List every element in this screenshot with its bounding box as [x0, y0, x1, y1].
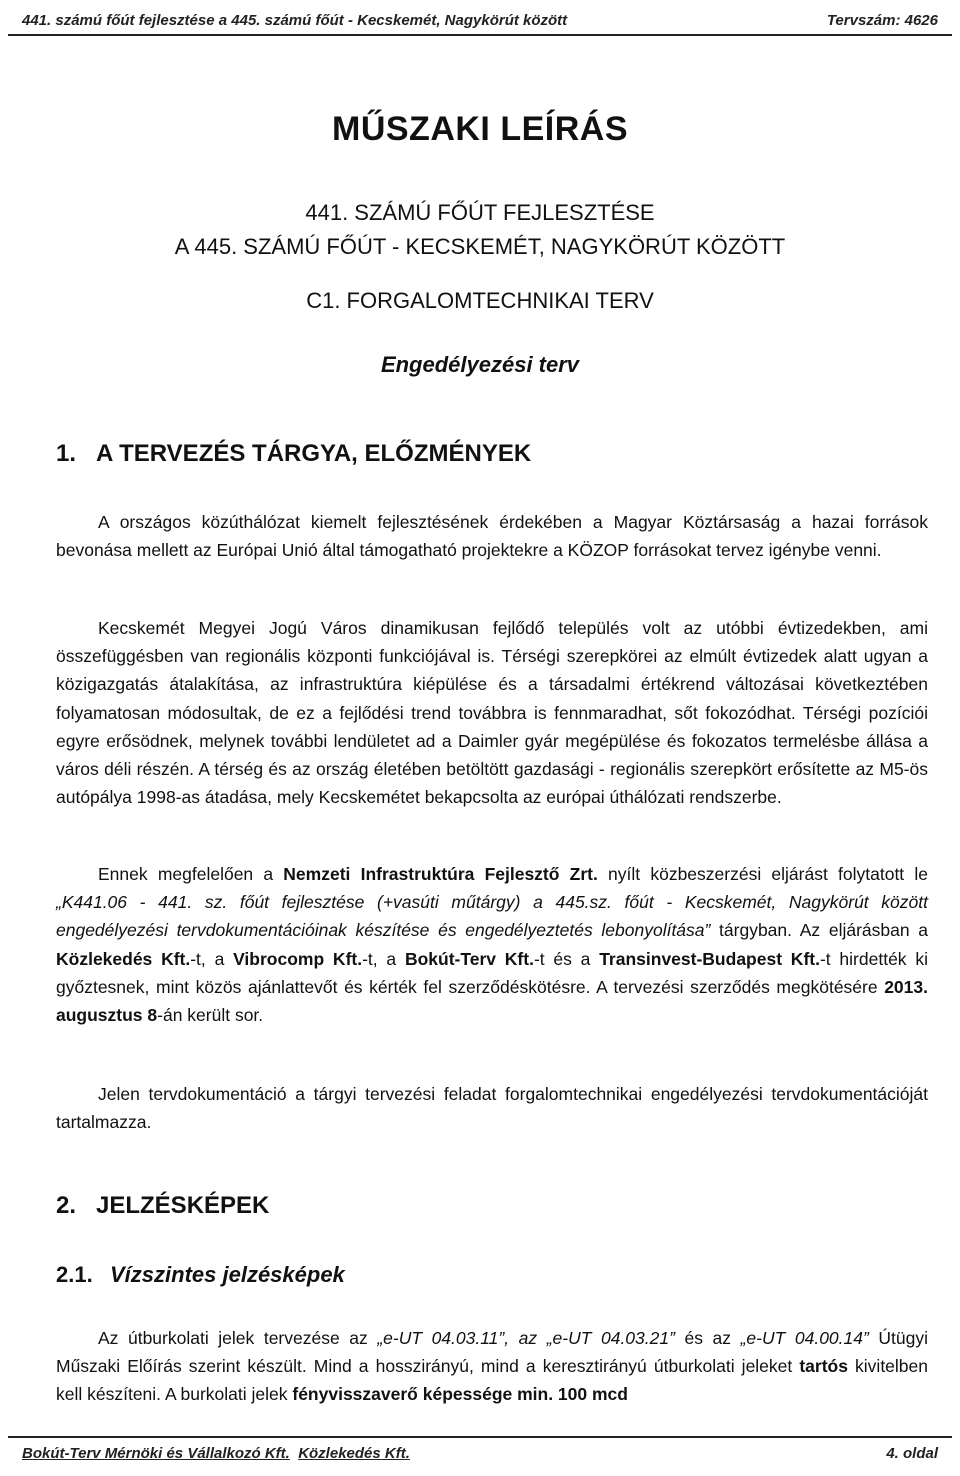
header-plan-number: Tervszám: 4626 [826, 11, 938, 29]
text-run: Útügyi Műszaki Előírás szerint készült. Mind a hosszirányú, mind a keresztirányú útburkolati jeleket [56, 1328, 928, 1377]
emphasis-text: tartós [799, 1356, 848, 1377]
section1-paragraph2 [56, 614, 928, 811]
section1-paragraph1 [56, 508, 928, 564]
organization-name: Vibrocomp Kft. [233, 948, 363, 969]
paragraph-text: Kecskemét Megyei Jogú Város dinamikusan fejlődő település volt az utóbbi évtizedekben, ami összefüggésben van regionális központi funkciójával is. Térségi szerepkörei az elmúlt évtizedek alatt ugyan a közigazgatás átalakítása, az infrastruktúra kiépülése és a társadalmi értékrend változásai következtében folyamatosan módosultak, de ez a fejlődési trend továbbra is fennmaradhat, sőt fokozódhat. Térségi pozíciói egyre erősödnek, melynek további lendületet ad a Daimler gyár megépülése és fokozatos termelésbe állása a város déli részén. A térség és az ország életében betöltött gazdasági - regionális szerepkört erősítette az M5-ös autópálya 1998-as átadása, mely Kecskemétet bekapcsolta az európai úthálózati rendszerbe. [56, 618, 928, 808]
project-name-line1: 441. SZÁMÚ FŐÚT FEJLESZTÉSE [305, 200, 655, 225]
section2-title: JELZÉSKÉPEK [96, 1192, 270, 1219]
subsection-number: 2.1. [56, 1262, 93, 1287]
text-run: Az útburkolati jelek tervezése az [98, 1328, 378, 1348]
emphasis-text: fényvisszaverő képessége min. 100 mcd [292, 1384, 628, 1405]
section2-paragraph1 [56, 1324, 928, 1409]
organization-name: Bokút-Terv Kft. [404, 948, 534, 969]
text-run: -t, a [190, 948, 234, 969]
contract-date: 2013. augusztus 8 [56, 976, 928, 1026]
text-run: -án került sor. [157, 1005, 264, 1026]
standard-reference: „e-UT 04.00.14” [740, 1328, 869, 1348]
text-run: -t hirdették ki győztesnek, mint közös ajánlattevőt és kérték fel szerződéskötésre. A tervezési szerződés megkötésére [56, 948, 928, 997]
header-project-title: 441. számú főút fejlesztése a 445. számú főút - Kecskemét, Nagykörút között [22, 11, 568, 29]
section2-number: 2. [56, 1192, 77, 1219]
project-name [0, 196, 960, 264]
text-run: Ennek megfelelően a [98, 864, 284, 884]
subsection-title: Vízszintes jelzésképek [110, 1262, 345, 1287]
page-number: 4. oldal [886, 1444, 938, 1462]
footer-company2: Közlekedés Kft. [298, 1444, 410, 1462]
text-run: -t, a [362, 948, 405, 969]
paragraph-text [56, 860, 928, 1029]
paragraph-text [56, 1324, 928, 1409]
project-name-line2: A 445. SZÁMÚ FŐÚT - KECSKEMÉT, NAGYKÖRÚT KÖZÖTT [174, 234, 786, 259]
text-run: tárgyban. Az eljárásban a [710, 920, 928, 941]
page-header [8, 6, 952, 36]
organization-name: Nemzeti Infrastruktúra Fejlesztő Zrt. [283, 864, 598, 884]
page-footer [8, 1436, 952, 1468]
paragraph-text: Jelen tervdokumentáció a tárgyi tervezési feladat forgalomtechnikai engedélyezési tervdokumentációját tartalmazza. [56, 1084, 928, 1133]
section1-paragraph3 [56, 860, 928, 1029]
organization-name: Közlekedés Kft. [56, 948, 191, 969]
section1-heading [56, 440, 928, 468]
section1-title: A TERVEZÉS TÁRGYA, ELŐZMÉNYEK [96, 440, 532, 467]
text-run: kivitelben kell készíteni. A burkolati jelek [56, 1356, 928, 1405]
document-title: MŰSZAKI LEÍRÁS [332, 110, 628, 148]
footer-company1: Bokút-Terv Mérnöki és Vállalkozó Kft. [22, 1444, 290, 1462]
plan-stage: Engedélyezési terv [380, 352, 580, 377]
subsection-heading [56, 1262, 928, 1288]
text-run: nyílt közbeszerzési eljárást folytatott le [597, 864, 928, 884]
procurement-title: „K441.06 - 441. sz. főút fejlesztése (+vasúti műtárgy) a 445.sz. főút - Kecskemét, Nagykörút között engedélyezési tervdokumentációinak készítése és engedélyeztetés lebonyolítása” [56, 892, 928, 941]
section1-paragraph4 [56, 1080, 928, 1136]
plan-type: C1. FORGALOMTECHNIKAI TERV [306, 288, 654, 313]
section1-number: 1. [56, 440, 77, 467]
footer-companies [22, 1445, 410, 1462]
text-run: és az [674, 1328, 741, 1348]
paragraph-text: A országos közúthálózat kiemelt fejlesztésének érdekében a Magyar Köztársaság a hazai források bevonása mellett az Európai Unió által támogatható projektekre a KÖZOP forrásokat tervez igénybe venni. [56, 512, 928, 561]
text-run: -t és a [533, 948, 600, 969]
organization-name: Transinvest-Budapest Kft. [599, 948, 820, 969]
section2-heading [56, 1192, 928, 1220]
standard-reference: „e-UT 04.03.11”, az „e-UT 04.03.21” [377, 1328, 675, 1348]
